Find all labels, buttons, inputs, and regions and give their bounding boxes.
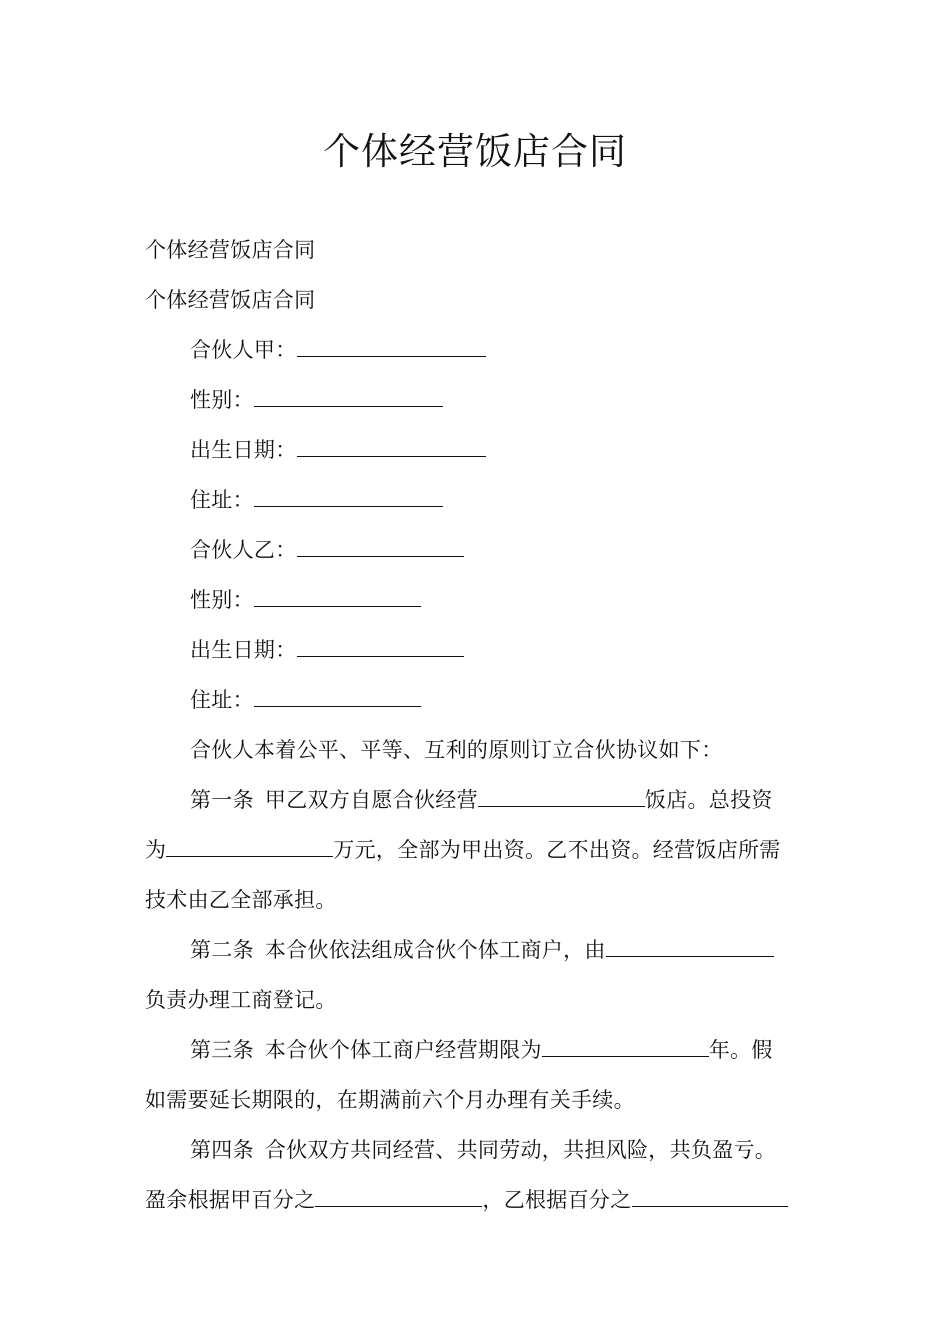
party-b-gender-label: 性别： <box>190 588 254 612</box>
article-2-registrant-blank <box>606 936 774 957</box>
article-1-text-a: 甲乙双方自愿合伙经营 <box>264 788 478 812</box>
intro-paragraph: 合伙人本着公平、平等、互利的原则订立合伙协议如下： <box>190 738 723 762</box>
article-3-line-1 <box>190 1035 810 1065</box>
article-4-heading: 第四条 <box>190 1138 254 1162</box>
party-a-address-row <box>190 485 810 515</box>
party-b-birth-label: 出生日期： <box>190 638 297 662</box>
party-a-address-label: 住址： <box>190 488 254 512</box>
article-3-text-a: 本合伙个体工商户经营期限为 <box>264 1038 542 1062</box>
party-b-address-blank <box>254 686 421 707</box>
party-b-birth-row <box>190 635 810 665</box>
article-2-line-2: 负责办理工商登记。 <box>145 988 337 1012</box>
article-1-line-2 <box>145 835 810 865</box>
article-4-text-b: 盈余根据甲百分之 <box>145 1188 316 1212</box>
document-title: 个体经营饭店合同 <box>323 130 627 173</box>
article-2-text-a: 本合伙依法组成合伙个体工商户，由 <box>264 938 606 962</box>
party-a-gender-row <box>190 385 810 415</box>
party-b-partner-row <box>190 535 810 565</box>
party-a-gender-blank <box>254 386 443 407</box>
party-a-address-blank <box>254 486 443 507</box>
article-4-text-c: ，乙根据百分之 <box>482 1188 632 1212</box>
party-b-address-row <box>190 685 810 715</box>
article-4-line-2 <box>145 1185 810 1215</box>
article-1-restaurant-blank <box>478 786 645 807</box>
article-4-party-b-share-blank <box>632 1186 788 1207</box>
party-a-birth-label: 出生日期： <box>190 438 297 462</box>
party-a-birth-blank <box>297 436 486 457</box>
party-b-gender-row <box>190 585 810 615</box>
party-a-partner-row <box>190 335 810 365</box>
article-1-text-c: 为 <box>145 838 167 862</box>
article-1-line-1 <box>190 785 810 815</box>
party-b-partner-label: 合伙人乙： <box>190 538 297 562</box>
party-b-gender-blank <box>254 586 421 607</box>
header-line-2: 个体经营饭店合同 <box>145 288 316 312</box>
article-1-line-3: 技术由乙全部承担。 <box>145 888 337 912</box>
article-2-line-1 <box>190 935 810 965</box>
party-a-partner-label: 合伙人甲： <box>190 338 297 362</box>
party-b-partner-blank <box>297 536 464 557</box>
article-2-heading: 第二条 <box>190 938 254 962</box>
article-1-heading: 第一条 <box>190 788 254 812</box>
article-1-investment-blank <box>166 836 333 857</box>
article-3-text-b: 年。假 <box>708 1038 773 1062</box>
article-1-text-b: 饭店。总投资 <box>644 788 773 812</box>
article-3-heading: 第三条 <box>190 1038 254 1062</box>
article-3-term-blank <box>542 1036 709 1057</box>
party-a-gender-label: 性别： <box>190 388 254 412</box>
article-4-party-a-share-blank <box>315 1186 482 1207</box>
article-3-line-2: 如需要延长期限的，在期满前六个月办理有关手续。 <box>145 1088 635 1112</box>
party-a-birth-row <box>190 435 810 465</box>
party-a-partner-blank <box>297 336 486 357</box>
party-b-birth-blank <box>297 636 464 657</box>
article-4-line-1 <box>190 1135 810 1165</box>
article-1-text-d: 万元，全部为甲出资。乙不出资。经营饭店所需 <box>333 838 781 862</box>
article-4-text-a: 合伙双方共同经营、共同劳动，共担风险，共负盈亏。 <box>264 1138 777 1162</box>
header-line-1: 个体经营饭店合同 <box>145 238 316 262</box>
party-b-address-label: 住址： <box>190 688 254 712</box>
